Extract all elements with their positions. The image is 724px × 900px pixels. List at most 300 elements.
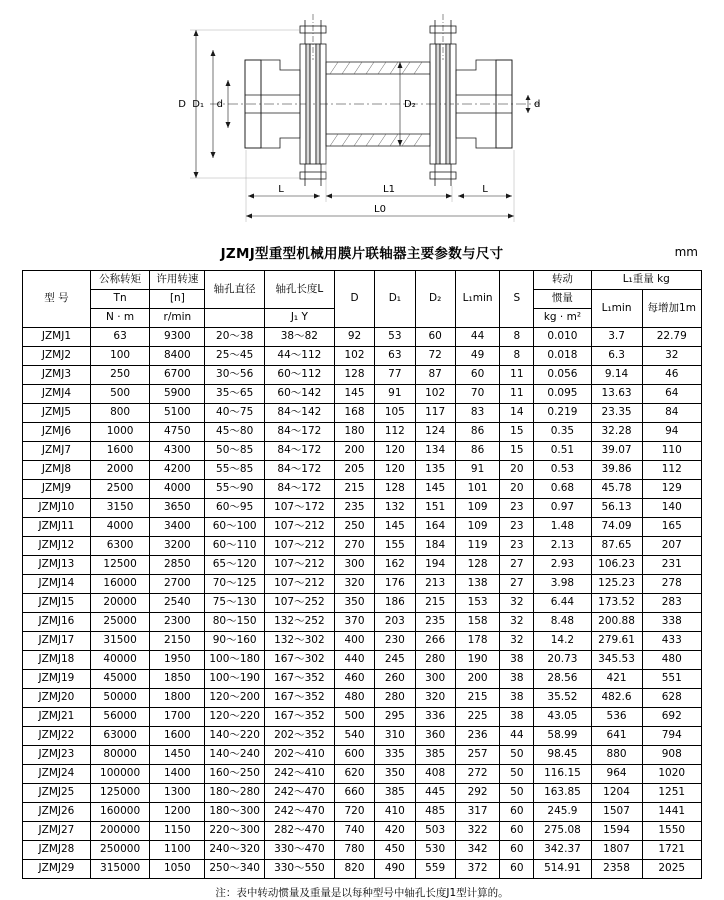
cell-w2: 433 — [642, 632, 702, 651]
cell-inertia: 20.73 — [534, 651, 591, 670]
cell-D2: 213 — [415, 575, 455, 594]
cell-w2: 94 — [642, 423, 702, 442]
table-row — [23, 537, 702, 556]
cell-L1min: 200 — [455, 670, 500, 689]
cell-D1: 490 — [375, 860, 415, 879]
cell-tn: 160000 — [90, 803, 149, 822]
cell-D1: 132 — [375, 499, 415, 518]
cell-tn: 45000 — [90, 670, 149, 689]
cell-inertia: 0.018 — [534, 347, 591, 366]
th-weight: L₁重量 kg — [591, 271, 701, 290]
cell-S: 27 — [500, 575, 534, 594]
th-D: D — [334, 271, 374, 328]
cell-dia: 160～250 — [205, 765, 264, 784]
cell-dia: 20～38 — [205, 328, 264, 347]
cell-model: JZMJ27 — [23, 822, 91, 841]
cell-D2: 300 — [415, 670, 455, 689]
cell-tn: 56000 — [90, 708, 149, 727]
cell-D1: 162 — [375, 556, 415, 575]
cell-D: 480 — [334, 689, 374, 708]
cell-L1min: 44 — [455, 328, 500, 347]
cell-w1: 482.6 — [591, 689, 642, 708]
cell-model: JZMJ1 — [23, 328, 91, 347]
cell-S: 20 — [500, 480, 534, 499]
table-body — [23, 328, 702, 879]
cell-inertia: 28.56 — [534, 670, 591, 689]
cell-inertia: 116.15 — [534, 765, 591, 784]
cell-D1: 310 — [375, 727, 415, 746]
table-row — [23, 328, 702, 347]
cell-D2: 124 — [415, 423, 455, 442]
cell-inertia: 163.85 — [534, 784, 591, 803]
cell-n: 1800 — [150, 689, 205, 708]
cell-D: 780 — [334, 841, 374, 860]
cell-dia: 75～130 — [205, 594, 264, 613]
cell-model: JZMJ11 — [23, 518, 91, 537]
cell-len: 84～142 — [264, 404, 334, 423]
cell-len: 167～352 — [264, 670, 334, 689]
cell-tn: 25000 — [90, 613, 149, 632]
cell-D: 740 — [334, 822, 374, 841]
cell-tn: 100 — [90, 347, 149, 366]
th-speed-unit: r/min — [150, 309, 205, 328]
table-row — [23, 499, 702, 518]
cell-n: 1200 — [150, 803, 205, 822]
cell-len: 282～470 — [264, 822, 334, 841]
cell-inertia: 342.37 — [534, 841, 591, 860]
cell-n: 6700 — [150, 366, 205, 385]
table-row — [23, 765, 702, 784]
cell-D1: 203 — [375, 613, 415, 632]
cell-len: 242～410 — [264, 765, 334, 784]
cell-w2: 1251 — [642, 784, 702, 803]
cell-dia: 250～340 — [205, 860, 264, 879]
cell-L1min: 83 — [455, 404, 500, 423]
cell-w2: 231 — [642, 556, 702, 575]
title-row — [0, 240, 724, 266]
cell-model: JZMJ26 — [23, 803, 91, 822]
cell-dia: 180～280 — [205, 784, 264, 803]
cell-len: 107～172 — [264, 499, 334, 518]
cell-n: 3400 — [150, 518, 205, 537]
cell-D1: 120 — [375, 461, 415, 480]
cell-L1min: 372 — [455, 860, 500, 879]
cell-dia: 60～100 — [205, 518, 264, 537]
cell-model: JZMJ18 — [23, 651, 91, 670]
cell-S: 50 — [500, 765, 534, 784]
table-row — [23, 784, 702, 803]
cell-len: 84～172 — [264, 442, 334, 461]
cell-S: 23 — [500, 537, 534, 556]
cell-w1: 1594 — [591, 822, 642, 841]
cell-n: 4200 — [150, 461, 205, 480]
cell-S: 11 — [500, 385, 534, 404]
cell-w1: 1507 — [591, 803, 642, 822]
th-weight-add: 每增加1m — [642, 290, 702, 328]
cell-D1: 155 — [375, 537, 415, 556]
cell-w1: 1807 — [591, 841, 642, 860]
dim-label-L-right: L — [482, 184, 488, 195]
cell-dia: 100～190 — [205, 670, 264, 689]
cell-inertia: 2.13 — [534, 537, 591, 556]
cell-L1min: 70 — [455, 385, 500, 404]
cell-D1: 53 — [375, 328, 415, 347]
cell-w2: 140 — [642, 499, 702, 518]
cell-n: 2150 — [150, 632, 205, 651]
cell-inertia: 3.98 — [534, 575, 591, 594]
cell-model: JZMJ10 — [23, 499, 91, 518]
cell-tn: 20000 — [90, 594, 149, 613]
cell-D1: 128 — [375, 480, 415, 499]
cell-w2: 692 — [642, 708, 702, 727]
cell-D: 400 — [334, 632, 374, 651]
cell-w2: 1441 — [642, 803, 702, 822]
cell-inertia: 58.99 — [534, 727, 591, 746]
cell-L1min: 322 — [455, 822, 500, 841]
cell-D: 270 — [334, 537, 374, 556]
cell-D1: 120 — [375, 442, 415, 461]
cell-D: 102 — [334, 347, 374, 366]
dim-label-d: d — [216, 99, 223, 110]
cell-w1: 880 — [591, 746, 642, 765]
th-bore-len: 轴孔长度L — [264, 271, 334, 309]
cell-L1min: 272 — [455, 765, 500, 784]
cell-tn: 63000 — [90, 727, 149, 746]
cell-D1: 230 — [375, 632, 415, 651]
cell-w1: 345.53 — [591, 651, 642, 670]
cell-model: JZMJ4 — [23, 385, 91, 404]
cell-inertia: 14.2 — [534, 632, 591, 651]
cell-dia: 90～160 — [205, 632, 264, 651]
cell-w2: 207 — [642, 537, 702, 556]
cell-D: 500 — [334, 708, 374, 727]
cell-w1: 45.78 — [591, 480, 642, 499]
cell-D2: 134 — [415, 442, 455, 461]
cell-inertia: 98.45 — [534, 746, 591, 765]
table-row — [23, 651, 702, 670]
cell-D2: 135 — [415, 461, 455, 480]
cell-D1: 105 — [375, 404, 415, 423]
th-S: S — [500, 271, 534, 328]
cell-len: 84～172 — [264, 480, 334, 499]
cell-D1: 245 — [375, 651, 415, 670]
cell-D2: 145 — [415, 480, 455, 499]
cell-len: 167～302 — [264, 651, 334, 670]
cell-D2: 194 — [415, 556, 455, 575]
cell-S: 44 — [500, 727, 534, 746]
cell-model: JZMJ5 — [23, 404, 91, 423]
cell-len: 167～352 — [264, 708, 334, 727]
table-row — [23, 689, 702, 708]
cell-w1: 74.09 — [591, 518, 642, 537]
cell-tn: 12500 — [90, 556, 149, 575]
cell-len: 107～252 — [264, 594, 334, 613]
cell-model: JZMJ9 — [23, 480, 91, 499]
cell-dia: 30～56 — [205, 366, 264, 385]
cell-w2: 908 — [642, 746, 702, 765]
cell-tn: 250000 — [90, 841, 149, 860]
cell-D2: 215 — [415, 594, 455, 613]
cell-tn: 200000 — [90, 822, 149, 841]
cell-w2: 32 — [642, 347, 702, 366]
cell-inertia: 0.095 — [534, 385, 591, 404]
cell-L1min: 225 — [455, 708, 500, 727]
cell-w2: 480 — [642, 651, 702, 670]
spec-table-wrapper — [22, 270, 702, 879]
th-bore-len-sub: J₁ Y — [264, 309, 334, 328]
cell-D: 660 — [334, 784, 374, 803]
cell-len: 167～352 — [264, 689, 334, 708]
cell-L1min: 101 — [455, 480, 500, 499]
cell-w2: 551 — [642, 670, 702, 689]
cell-L1min: 317 — [455, 803, 500, 822]
cell-w2: 628 — [642, 689, 702, 708]
cell-n: 1950 — [150, 651, 205, 670]
cell-L1min: 86 — [455, 442, 500, 461]
cell-D2: 151 — [415, 499, 455, 518]
cell-S: 11 — [500, 366, 534, 385]
cell-S: 8 — [500, 328, 534, 347]
table-row — [23, 556, 702, 575]
cell-model: JZMJ20 — [23, 689, 91, 708]
cell-inertia: 275.08 — [534, 822, 591, 841]
cell-len: 107～212 — [264, 537, 334, 556]
cell-D1: 280 — [375, 689, 415, 708]
cell-D: 350 — [334, 594, 374, 613]
cell-D2: 336 — [415, 708, 455, 727]
cell-L1min: 158 — [455, 613, 500, 632]
cell-dia: 220～300 — [205, 822, 264, 841]
th-inertia: 转动 — [534, 271, 591, 290]
cell-model: JZMJ16 — [23, 613, 91, 632]
cell-inertia: 2.93 — [534, 556, 591, 575]
th-bore-dia-unit — [205, 309, 264, 328]
cell-D2: 117 — [415, 404, 455, 423]
table-row — [23, 575, 702, 594]
cell-D1: 450 — [375, 841, 415, 860]
dim-label-L0: L0 — [374, 204, 386, 215]
dim-label-D1: D₁ — [192, 99, 204, 110]
cell-L1min: 190 — [455, 651, 500, 670]
cell-len: 60～112 — [264, 366, 334, 385]
cell-n: 4750 — [150, 423, 205, 442]
cell-tn: 40000 — [90, 651, 149, 670]
cell-S: 38 — [500, 670, 534, 689]
cell-model: JZMJ23 — [23, 746, 91, 765]
cell-D: 205 — [334, 461, 374, 480]
cell-D1: 260 — [375, 670, 415, 689]
cell-D: 250 — [334, 518, 374, 537]
cell-D: 440 — [334, 651, 374, 670]
cell-inertia: 8.48 — [534, 613, 591, 632]
cell-inertia: 0.219 — [534, 404, 591, 423]
table-row — [23, 708, 702, 727]
cell-dia: 180～300 — [205, 803, 264, 822]
cell-n: 4000 — [150, 480, 205, 499]
cell-D1: 350 — [375, 765, 415, 784]
th-torque-unit: N · m — [90, 309, 149, 328]
cell-dia: 240～320 — [205, 841, 264, 860]
cell-D1: 112 — [375, 423, 415, 442]
cell-D: 300 — [334, 556, 374, 575]
cell-w2: 794 — [642, 727, 702, 746]
cell-S: 32 — [500, 613, 534, 632]
cell-D1: 295 — [375, 708, 415, 727]
technical-drawing — [0, 0, 724, 238]
cell-inertia: 0.68 — [534, 480, 591, 499]
dim-label-L1: L1 — [383, 184, 395, 195]
table-row — [23, 518, 702, 537]
cell-n: 4300 — [150, 442, 205, 461]
table-row — [23, 594, 702, 613]
cell-D2: 445 — [415, 784, 455, 803]
cell-D2: 530 — [415, 841, 455, 860]
cell-w1: 23.35 — [591, 404, 642, 423]
cell-S: 23 — [500, 499, 534, 518]
cell-n: 3200 — [150, 537, 205, 556]
cell-w1: 3.7 — [591, 328, 642, 347]
th-L1min: L₁min — [455, 271, 500, 328]
cell-L1min: 342 — [455, 841, 500, 860]
table-row — [23, 727, 702, 746]
cell-D2: 164 — [415, 518, 455, 537]
cell-tn: 500 — [90, 385, 149, 404]
cell-w2: 1721 — [642, 841, 702, 860]
cell-w1: 56.13 — [591, 499, 642, 518]
cell-len: 107～212 — [264, 518, 334, 537]
cell-model: JZMJ13 — [23, 556, 91, 575]
cell-dia: 140～220 — [205, 727, 264, 746]
cell-L1min: 138 — [455, 575, 500, 594]
cell-S: 60 — [500, 860, 534, 879]
cell-model: JZMJ17 — [23, 632, 91, 651]
cell-w1: 9.14 — [591, 366, 642, 385]
cell-L1min: 257 — [455, 746, 500, 765]
cell-dia: 120～200 — [205, 689, 264, 708]
cell-w2: 278 — [642, 575, 702, 594]
cell-model: JZMJ28 — [23, 841, 91, 860]
cell-tn: 125000 — [90, 784, 149, 803]
cell-S: 23 — [500, 518, 534, 537]
cell-w1: 6.3 — [591, 347, 642, 366]
cell-D: 720 — [334, 803, 374, 822]
cell-len: 242～470 — [264, 784, 334, 803]
cell-S: 38 — [500, 689, 534, 708]
cell-model: JZMJ12 — [23, 537, 91, 556]
cell-L1min: 128 — [455, 556, 500, 575]
cell-dia: 55～85 — [205, 461, 264, 480]
cell-D1: 385 — [375, 784, 415, 803]
table-row — [23, 347, 702, 366]
cell-D1: 420 — [375, 822, 415, 841]
cell-inertia: 35.52 — [534, 689, 591, 708]
cell-len: 330～550 — [264, 860, 334, 879]
cell-w1: 200.88 — [591, 613, 642, 632]
cell-w2: 46 — [642, 366, 702, 385]
cell-len: 84～172 — [264, 423, 334, 442]
cell-model: JZMJ2 — [23, 347, 91, 366]
cell-tn: 250 — [90, 366, 149, 385]
cell-D1: 63 — [375, 347, 415, 366]
cell-w2: 112 — [642, 461, 702, 480]
th-D1: D₁ — [375, 271, 415, 328]
th-inertia-unit: kg · m² — [534, 309, 591, 328]
cell-n: 1150 — [150, 822, 205, 841]
page-title: JZMJ型重型机械用膜片联轴器主要参数与尺寸 — [220, 246, 504, 262]
table-row — [23, 442, 702, 461]
cell-D1: 335 — [375, 746, 415, 765]
cell-w1: 536 — [591, 708, 642, 727]
cell-n: 8400 — [150, 347, 205, 366]
cell-L1min: 292 — [455, 784, 500, 803]
cell-w1: 106.23 — [591, 556, 642, 575]
cell-w2: 2025 — [642, 860, 702, 879]
cell-tn: 50000 — [90, 689, 149, 708]
cell-D2: 503 — [415, 822, 455, 841]
cell-D: 600 — [334, 746, 374, 765]
cell-L1min: 109 — [455, 518, 500, 537]
cell-n: 2850 — [150, 556, 205, 575]
cell-D: 92 — [334, 328, 374, 347]
cell-S: 8 — [500, 347, 534, 366]
cell-dia: 60～95 — [205, 499, 264, 518]
cell-D: 128 — [334, 366, 374, 385]
cell-S: 15 — [500, 442, 534, 461]
cell-n: 2300 — [150, 613, 205, 632]
cell-n: 3650 — [150, 499, 205, 518]
table-row — [23, 632, 702, 651]
cell-w1: 421 — [591, 670, 642, 689]
cell-w1: 173.52 — [591, 594, 642, 613]
cell-D2: 559 — [415, 860, 455, 879]
cell-n: 1450 — [150, 746, 205, 765]
cell-D2: 485 — [415, 803, 455, 822]
cell-D2: 360 — [415, 727, 455, 746]
header-row-1 — [23, 271, 702, 290]
cell-S: 50 — [500, 746, 534, 765]
cell-w2: 84 — [642, 404, 702, 423]
cell-w1: 13.63 — [591, 385, 642, 404]
th-weight-min: L₁min — [591, 290, 642, 328]
cell-dia: 65～120 — [205, 556, 264, 575]
dim-label-D: D — [178, 99, 186, 110]
table-row — [23, 461, 702, 480]
cell-tn: 63 — [90, 328, 149, 347]
th-D2: D₂ — [415, 271, 455, 328]
table-row — [23, 841, 702, 860]
cell-model: JZMJ25 — [23, 784, 91, 803]
cell-inertia: 245.9 — [534, 803, 591, 822]
cell-tn: 1000 — [90, 423, 149, 442]
cell-S: 60 — [500, 803, 534, 822]
cell-tn: 4000 — [90, 518, 149, 537]
dim-label-D2: D₂ — [404, 99, 416, 110]
cell-w1: 39.86 — [591, 461, 642, 480]
cell-D2: 408 — [415, 765, 455, 784]
cell-tn: 80000 — [90, 746, 149, 765]
cell-D2: 320 — [415, 689, 455, 708]
cell-inertia: 0.056 — [534, 366, 591, 385]
cell-dia: 60～110 — [205, 537, 264, 556]
cell-model: JZMJ19 — [23, 670, 91, 689]
cell-n: 1400 — [150, 765, 205, 784]
cell-model: JZMJ3 — [23, 366, 91, 385]
cell-inertia: 514.91 — [534, 860, 591, 879]
cell-n: 1300 — [150, 784, 205, 803]
cell-len: 107～212 — [264, 575, 334, 594]
cell-tn: 800 — [90, 404, 149, 423]
cell-inertia: 43.05 — [534, 708, 591, 727]
